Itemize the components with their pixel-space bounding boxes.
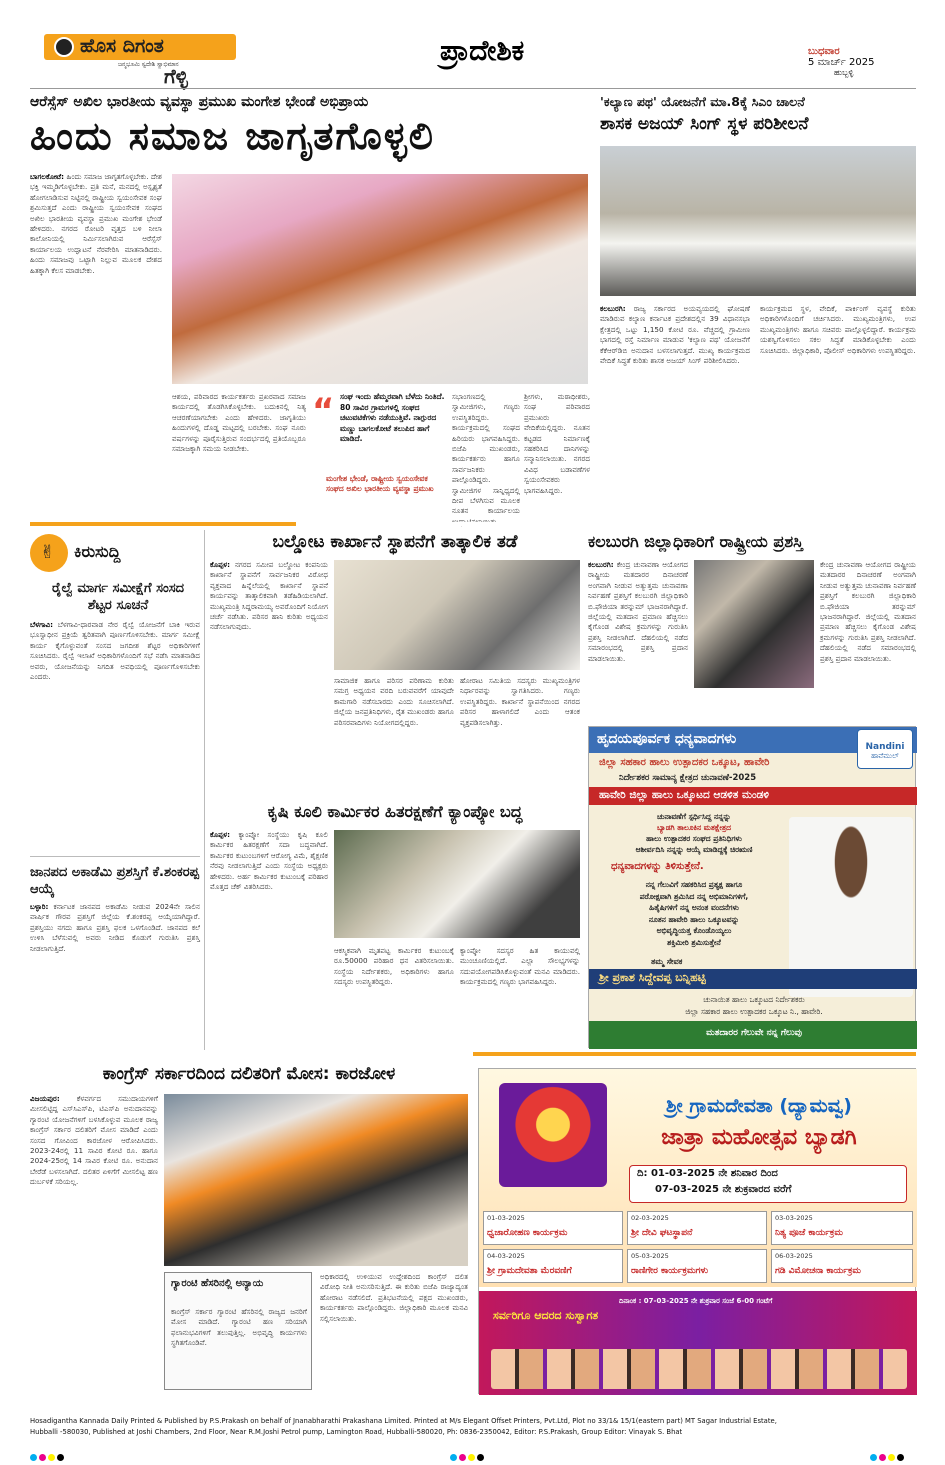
event-card: [627, 1211, 767, 1245]
story-campco: [210, 800, 580, 1048]
ad-line: ನನ್ನ ಗೆಲುವಿಗೆ ಸಹಕರಿಸಿದ ಪ್ರತ್ಯಕ್ಷ ಹಾಗೂ: [645, 880, 743, 889]
row-divider-1: [30, 522, 916, 526]
imprint-line2: Hubballi -580030, Published at Joshi Chambers, 2nd Floor, Near R.M.Joshi Petrol pump, Lamington Road, Hubballi-580020, Ph: 0836-2350042, Editor: P.S.Prakash, Group Editor: Vinayak S. Bhat: [30, 1428, 683, 1436]
story-rss-col2: ಆಶಯ, ಪರಿವಾರದ ಕಾರ್ಯಕರ್ತರು ಪ್ರಖರವಾದ ಸಮಾಜ ಕಾರ್ಯದಲ್ಲಿ ತೊಡಗಿಸಿಕೊಳ್ಳಬೇಕು. ಬದುಕಿನಲ್ಲಿ ನಿತ್ಯ ಆಚರಣೆಯಾಗಬೇಕು ಎಂದು ಹೇಳಿದರು. ಜಾಗೃತಿಯು ಹಿಂದುಗಳಲ್ಲಿ ದೊಡ್ಡ ಮಟ್ಟದಲ್ಲಿ ಬರಬೇಕು. ಸಂಘ ನೂರು ವರ್ಷಗಳನ್ನು ಪೂರೈಸುತ್ತಿರುವ ಸಂದರ್ಭದಲ್ಲಿ ಪ್ರತಿಯೊಬ್ಬರೂ ಸಮಾಜಕ್ಕಾಗಿ ಸಮಯ ನೀಡಬೇಕು.: [172, 392, 306, 454]
body-text: ಕೇಂದ್ರ ಚುನಾವಣಾ ಆಯೋಗದ ರಾಷ್ಟ್ರೀಯ ಮತದಾರರ ದಿನಾಚರಣೆ ಅಂಗವಾಗಿ ನೀಡುವ ಅತ್ಯುತ್ತಮ ಚುನಾವಣಾ ನಿರ್ವಹಣೆ ಪ್ರಶಸ್ತಿಗೆ ಕಲಬುರಗಿ ಜಿಲ್ಲಾಧಿಕಾರಿ ಬಿ.ಫೌಜಿಯಾ ತರನ್ನುಮ್ ಭಾಜನರಾಗಿದ್ದಾರೆ. ಜಿಲ್ಲೆಯಲ್ಲಿ ಮತದಾನ ಪ್ರಮಾಣ ಹೆಚ್ಚಿಸಲು ಕೈಗೊಂಡ ವಿಶೇಷ ಕ್ರಮಗಳನ್ನು ಗುರುತಿಸಿ ಪ್ರಶಸ್ತಿ ನೀಡಲಾಗಿದೆ. ದೆಹಲಿಯಲ್ಲಿ ನಡೆದ ಸಮಾರಂಭದಲ್ಲಿ ಪ್ರಶಸ್ತಿ ಪ್ರದಾನ ಮಾಡಲಾಯಿತು.: [588, 560, 688, 663]
ad-line: ಹಾಲು ಉತ್ಪಾದಕರ ಸಂಘದ ಪ್ರತಿನಿಧಿಗಳು: [646, 834, 742, 843]
ad-thanks-election: ನಿರ್ದೇಶಕರ ಸಾಮಾನ್ಯ ಕ್ಷೇತ್ರದ ಚುನಾವಣೆ-2025: [619, 773, 757, 783]
event-card: [483, 1211, 623, 1245]
edition-name: ಗೆಳ್ಳಿ: [164, 64, 188, 88]
logo-block: [44, 34, 244, 86]
body-text: ಕೆಳವರ್ಗದ ಸಮುದಾಯಗಳಿಗೆ ಮೀಸಲಿಟ್ಟಿದ್ದ ಎಸ್‌ಸಿಎಸ್‌ಪಿ, ಟಿಎಸ್‌ಪಿ ಅನುದಾನವನ್ನು ಗ್ಯಾರಂಟಿ ಯೋಜನೆಗಳಿಗೆ ಬಳಸಿಕೊಳ್ಳುವ ಮೂಲಕ ರಾಜ್ಯ ಕಾಂಗ್ರೆಸ್ ಸರ್ಕಾರ ದಲಿತರಿಗೆ ಮೋಸ ಮಾಡಿದೆ ಎಂದು ಸಂಸದ ಗೋವಿಂದ ಕಾರಜೋಳ ಆರೋಪಿಸಿದರು. 2023-24ರಲ್ಲಿ 11 ಸಾವಿರ ಕೋಟಿ ರೂ. ಹಾಗೂ 2024-25ರಲ್ಲಿ 14 ಸಾವಿರ ಕೋಟಿ ರೂ. ಅನುದಾನ ಬೇರೆಡೆ ಬಳಸಲಾಗಿದೆ. ದಲಿತರ ಏಳಿಗೆಗೆ ಮೀಸಲಿಟ್ಟ ಹಣ ದುರ್ಬಳಕೆ ಸರಿಯಲ್ಲ.: [30, 1094, 158, 1187]
logo-text: ಹೊಸ ದಿಗಂತ: [80, 35, 164, 57]
body-text: ನಗರದ ಸಮೀಪ ಬಲ್ಡೋಟ ಕಂಪನಿಯ ಕಾರ್ಖಾನೆ ಸ್ಥಾಪನೆಗೆ ಸಾರ್ವಜನಿಕರ ವಿರೋಧ ವ್ಯಕ್ತವಾದ ಹಿನ್ನೆಲೆಯಲ್ಲಿ ಕಾರ್ಖಾನೆ ಸ್ಥಾಪನೆ ಕಾರ್ಯವನ್ನು ತಾತ್ಕಾಲಿಕವಾಗಿ ತಡೆಹಿಡಿಯಲಾಗಿದೆ. ಮುಖ್ಯಮಂತ್ರಿ ಸಿದ್ದರಾಮಯ್ಯ ಅವರೊಂದಿಗೆ ನಿಯೋಗ ಚರ್ಚೆ ನಡೆಸಿತು. ಪರಿಸರ ಹಾನಿ ಕುರಿತು ಅಧ್ಯಯನ ನಡೆಸಲಾಗುವುದು.: [210, 560, 328, 632]
story-rss-col4: ಶ್ರೀಗಳು, ಮಠಾಧೀಶರು, ಸಂಘ ಪರಿವಾರದ ಪ್ರಮುಖರು ವೇದಿಕೆಯಲ್ಲಿದ್ದರು. ನೂತನ ಕಟ್ಟಡದ ನಿರ್ಮಾಣಕ್ಕೆ ಸಹಕರಿಸಿದ ದಾನಿಗಳನ್ನು ಸನ್ಮಾನಿಸಲಾಯಿತು. ನಗರದ ವಿವಿಧ ಬಡಾವಣೆಗಳ ಸ್ವಯಂಸೇವಕರು ಭಾಗವಹಿಸಿದ್ದರು.: [524, 392, 590, 495]
kirusuddi-item2-headline: ಜಾನಪದ ಅಕಾಡೆಮಿ ಪ್ರಶಸ್ತಿಗೆ ಕೆ.ಶಂಕರಪ್ಪ ಆಯ್ಕೆ: [30, 865, 199, 897]
section-title: ಪ್ರಾದೇಶಿಕ: [440, 34, 525, 67]
masthead-rule: [30, 88, 916, 89]
story-kp-col2: ಕಾರ್ಯಕ್ರಮದ ಸ್ಥಳ, ವೇದಿಕೆ, ಪಾರ್ಕಿಂಗ್ ವ್ಯವಸ್ಥೆ ಕುರಿತು ಅಧಿಕಾರಿಗಳೊಂದಿಗೆ ಚರ್ಚಿಸಿದರು. ಮುಖ್ಯಮಂತ್ರಿಗಳು, ಉಪ ಮುಖ್ಯಮಂತ್ರಿಗಳು ಹಾಗೂ ಸಚಿವರು ಪಾಲ್ಗೊಳ್ಳಲಿದ್ದಾರೆ. ಕಾರ್ಯಕ್ರಮ ಯಶಸ್ವಿಗೊಳಿಸಲು ಸಕಲ ಸಿದ್ಧತೆ ಮಾಡಿಕೊಳ್ಳಬೇಕು ಎಂದು ಸೂಚಿಸಿದರು. ಜಿಲ್ಲಾಧಿಕಾರಿ, ಪೊಲೀಸ್ ಅಧಿಕಾರಿಗಳು ಉಪಸ್ಥಿತರಿದ್ದರು.: [760, 304, 916, 355]
ad-jatra: [478, 1068, 916, 1394]
ad-line: ಬ್ಯಾಡಗಿ ತಾಲೂಕಿನ ಮತಕ್ಷೇತ್ರದ: [656, 823, 732, 832]
event-card: [627, 1249, 767, 1283]
event-title: ನಿತ್ಯ ಪೂಜೆ ಕಾರ್ಯಕ್ರಮ: [775, 1228, 843, 1238]
ad-thanks-thanks: ಧನ್ಯವಾದಗಳನ್ನು ತಿಳಿಸುತ್ತೇನೆ.: [611, 861, 704, 872]
delegation-meeting-photo: [334, 560, 580, 670]
weekday: ಬುಧವಾರ: [808, 46, 840, 57]
story-baldota-headline: ಬಲ್ಡೋಟ ಕಾರ್ಖಾನೆ ಸ್ಥಾಪನೆಗೆ ತಾತ್ಕಾಲಿಕ ತಡೆ: [272, 532, 518, 552]
pull-quote: [312, 392, 446, 512]
quote-text: ಸಂಘ ಇಂದು ಹೆಮ್ಮರವಾಗಿ ಬೆಳೆದು ನಿಂತಿದೆ. 80 ಸಾವಿರ ಗ್ರಾಮಗಳಲ್ಲಿ ಸಂಘದ ಚಟುವಟಿಕೆಗಳು ನಡೆಯುತ್ತಿವೆ. ನಾಗ್ಪುರದ ಮಣ್ಣು ಬಾಗಲಕೋಟೆ ತಲುಪಿದ ಹಾಗೆ ಮಾಡಿದೆ.: [340, 392, 445, 443]
story-dc-award: [588, 530, 916, 720]
imprint: [30, 1416, 920, 1438]
event-title: ರಾಣಿಗೇರ ಕಾರ್ಯಕ್ರಮಗಳು: [631, 1266, 709, 1276]
event-title: ಶ್ರೀ ಗ್ರಾಮದೇವತಾ ಮೆರವಣಿಗೆ: [487, 1266, 572, 1276]
mla-inspection-photo: [600, 146, 916, 296]
cmyk-marks-center: [450, 1446, 486, 1465]
date: 5 ಮಾರ್ಚ್ 2025: [808, 57, 875, 68]
story-baldota: [210, 530, 580, 795]
edition-city: ಹುಬ್ಬಳ್ಳಿ: [834, 68, 854, 77]
body-text: ಹಿಂದು ಸಮಾಜ ಜಾಗೃತಗೊಳ್ಳಬೇಕು. ದೇಶ ಭಕ್ತಿ ಇಮ್ಮಡಿಗೊಳ್ಳಬೇಕು. ಪ್ರತಿ ಮನೆ, ಮನದಲ್ಲಿ ಅಸ್ಪೃಶ್ಯತೆ ಹೋಗಲಾಡಿಸುವ ನಿಟ್ಟಿನಲ್ಲಿ ರಾಷ್ಟ್ರೀಯ ಸ್ವಯಂಸೇವಕ ಸಂಘ ಶ್ರಮಿಸುತ್ತದೆ ಎಂದು ರಾಷ್ಟ್ರೀಯ ಸ್ವಯಂಸೇವಕ ಸಂಘದ ಅಖಿಲ ಭಾರತೀಯ ವ್ಯವಸ್ಥಾ ಪ್ರಮುಖ ಮಂಗೇಶ ಭೇಂಡೆ ಹೇಳಿದರು. ನಗರದ ರೋಟರಿ ವೃತ್ತದ ಬಳಿ ನೀಲಾ ಕಾಲೋನಿಯಲ್ಲಿ ನಿರ್ಮಿಸಲಾಗಿರುವ ಆರೆಸ್ಸೆಸ್ ಕಾರ್ಯಾಲಯ ಉದ್ಘಾಟನೆ ನೆರವೇರಿಸಿ ಮಾತನಾಡಿದರು. ಹಿಂದು ಸಮಾಜವು ಒಟ್ಟಾಗಿ ನಿಲ್ಲುವ ಮೂಲಕ ದೇಶದ ಹಿತಕ್ಕಾಗಿ ಕೆಲಸ ಮಾಡಬೇಕು.: [30, 172, 162, 275]
award-ceremony-photo: [694, 560, 814, 688]
ad-line: ನೂತನ ಹಾವೇರಿ ಹಾಲು ಒಕ್ಕೂಟವನ್ನು: [648, 914, 740, 924]
ad-thanks-lines: [599, 811, 789, 855]
ad-thanks-board: ಹಾವೇರಿ ಜಿಲ್ಲಾ ಹಾಲು ಒಕ್ಕೂಟದ ಆಡಳಿತ ಮಂಡಳಿ: [599, 789, 770, 801]
ad-thanks-banner-text: ಹೃದಯಪೂರ್ವಕ ಧನ್ಯವಾದಗಳು: [597, 731, 737, 747]
story-karajola-headline: ಕಾಂಗ್ರೆಸ್ ಸರ್ಕಾರದಿಂದ ದಲಿತರಿಗೆ ಮೋಸ: ಕಾರಜೋಳ: [102, 1064, 396, 1084]
story-baldota-col3: ಹೋರಾಟ ಸಮಿತಿಯ ಸದಸ್ಯರು ಮುಖ್ಯಮಂತ್ರಿಗಳ ನಿರ್ಧಾರವನ್ನು ಸ್ವಾಗತಿಸಿದರು. ಗಣ್ಯರು ಉಪಸ್ಥಿತರಿದ್ದರು. ಕಾರ್ಖಾನೆ ಸ್ಥಾಪನೆಯಿಂದ ನಗರದ ಪರಿಸರ ಹಾಳಾಗಲಿದೆ ಎಂದು ಆತಂಕ ವ್ಯಕ್ತಪಡಿಸಲಾಗಿತ್ತು.: [460, 676, 580, 727]
dateline: ಕಲಬುರಗಿ:: [600, 304, 626, 313]
story-campco-col1: [210, 830, 328, 1044]
ad-jatra-title1: ಶ್ರೀ ಗ್ರಾಮದೇವತಾ (ದ್ಯಾಮವ್ವ): [666, 1095, 852, 1117]
ad-thanks-name: ಶ್ರೀ ಪ್ರಕಾಶ ಸಿದ್ದೇವಪ್ಪ ಬನ್ನಿಹಟ್ಟಿ: [599, 971, 706, 984]
ad-line: ಪರೋಕ್ಷವಾಗಿ ಶ್ರಮಿಸಿದ ನನ್ನ ಅಭಿಮಾನಿಗಳಿಗೆ,: [639, 891, 749, 901]
kirusuddi-label: ಕಿರುಸುದ್ದಿ: [74, 542, 121, 561]
story-kp-col1: [600, 304, 750, 514]
ad-thanks-yours: ತಮ್ಮ ಸೇವಕ: [651, 957, 683, 966]
story-baldota-col2: ಸಾಮಾಜಿಕ ಹಾಗೂ ಪರಿಸರ ಪರಿಣಾಮ ಕುರಿತು ಸಮಗ್ರ ಅಧ್ಯಯನ ವರದಿ ಬರುವವರೆಗೆ ಯಾವುದೇ ಕಾಮಗಾರಿ ನಡೆಸಬಾರದು ಎಂದು ಸೂಚಿಸಲಾಗಿದೆ. ಜಿಲ್ಲೆಯ ಜನಪ್ರತಿನಿಧಿಗಳು, ರೈತ ಮುಖಂಡರು ಹಾಗೂ ಪರಿಸರವಾದಿಗಳು ನಿಯೋಗದಲ್ಲಿದ್ದರು.: [334, 676, 454, 727]
ad-thanks-org: ಜಿಲ್ಲಾ ಸಹಕಾರ ಹಾಲು ಉತ್ಪಾದಕರ ಒಕ್ಕೂಟ, ಹಾವೇರಿ: [599, 757, 770, 768]
dateline: ಬೆಳಗಾವಿ:: [30, 620, 54, 629]
nandini-brand: Nandini: [865, 742, 905, 752]
cheque-handover-photo: [334, 830, 580, 938]
event-card: [771, 1211, 913, 1245]
story-rss: [30, 92, 590, 517]
ad-jatra-bottom-date: ದಿನಾಂಕ : 07-03-2025 ನೇ ಶುಕ್ರವಾರ ಸಂಜೆ 6-00 ಗಂಟೆಗೆ: [619, 1297, 773, 1305]
story-kalyana-patha: [600, 92, 916, 517]
body-text: ಬೆಳಗಾವಿ-ಧಾರವಾಡ ನೇರ ರೈಲ್ವೆ ಯೋಜನೆಗೆ ಬಾಕಿ ಇರುವ ಭೂಸ್ವಾಧೀನ ಪ್ರಕ್ರಿಯೆ ತ್ವರಿತವಾಗಿ ಪೂರ್ಣಗೊಳಿಸಬೇಕು. ಮಾರ್ಗ ಸಮೀಕ್ಷೆ ಕಾರ್ಯ ಕೈಗೊಳ್ಳುವಂತೆ ಸಂಸದ ಜಗದೀಶ ಶೆಟ್ಟರ ಅಧಿಕಾರಿಗಳಿಗೆ ಸೂಚಿಸಿದರು. ರೈಲ್ವೆ ಇಲಾಖೆ ಅಧಿಕಾರಿಗಳೊಂದಿಗೆ ಸಭೆ ನಡೆಸಿ ಮಾತನಾಡಿದ ಅವರು, ಯೋಜನೆಯನ್ನು ನಿಗದಿತ ಅವಧಿಯಲ್ಲಿ ಪೂರ್ಣಗೊಳಿಸಬೇಕು ಎಂದರು.: [30, 620, 200, 682]
event-date: 01-03-2025: [487, 1214, 525, 1222]
event-date: 03-03-2025: [775, 1214, 813, 1222]
goddess-idol-image: [499, 1083, 607, 1187]
masthead: [0, 0, 945, 90]
kirusuddi-item2-text: [30, 902, 200, 1042]
ad-line: ಆಶೀರ್ವದಿಸಿ ನನ್ನನ್ನು ಆಯ್ಕೆ ಮಾಡಿದ್ದಕ್ಕೆ ಚಿರಋಣಿ: [635, 845, 753, 854]
date-block: [808, 46, 918, 78]
story-kp-headline: ಶಾಸಕ ಅಜಯ್ ಸಿಂಗ್ ಸ್ಥಳ ಪರಿಶೀಲನೆ: [600, 114, 809, 134]
ad-jatra-title2: ಜಾತ್ರಾ ಮಹೋತ್ಸವ ಬ್ಯಾಡಗಿ: [661, 1125, 857, 1150]
quote-icon: “: [312, 391, 335, 431]
dateline: ವಿಜಯಪುರ:: [30, 1094, 60, 1103]
nandini-logo: [857, 729, 913, 769]
story-campco-col3: ಕ್ಯಾಂಪ್ಕೋ ಸದಸ್ಯರ ಹಿತ ಕಾಯುವಲ್ಲಿ ಮುಂಚೂಣಿಯಲ್ಲಿದೆ. ಎಲ್ಲಾ ಸೌಲಭ್ಯಗಳನ್ನು ಸದುಪಯೋಗಪಡಿಸಿಕೊಳ್ಳುವಂತೆ ಮನವಿ ಮಾಡಿದರು. ಕಾರ್ಯಕ್ರಮದಲ್ಲಿ ಗಣ್ಯರು ಭಾಗವಹಿಸಿದ್ದರು.: [460, 946, 580, 987]
event-card: [483, 1249, 623, 1283]
story-dc-award-col1: [588, 560, 688, 718]
imprint-line1: Hosadigantha Kannada Daily Printed & Published by P.S.Prakash on behalf of Jnanabharathi Prakashana Limited. Printed at M/s Elegant Offset Printers, Pvt.Ltd, Plot no 33/1& 15/1(eastern part) MT Sagar Industrial Estate,: [30, 1417, 777, 1425]
ad-thanks-footer: ಮತದಾರರ ಗೆಲುವೇ ನನ್ನ ಗೆಲುವು: [706, 1028, 802, 1038]
story-karajola-col1: [30, 1094, 158, 1390]
dateline: ಬಳ್ಳಾರಿ:: [30, 902, 49, 911]
guarantee-box-headline: ಗ್ಯಾರಂಟಿ ಹೆಸರಿನಲ್ಲಿ ಅನ್ಯಾಯ: [171, 1278, 264, 1289]
ad-line: ಹಿತೈಷಿಗಳಿಗೆ ನನ್ನ ಅನಂತ ವಂದನೆಗಳು: [649, 903, 739, 912]
dateline: ಕಲಬುರಗಿ:: [588, 560, 614, 569]
story-rss-col3: ಸಭಾಂಗಣದಲ್ಲಿ ಸ್ವಾಮೀಜಿಗಳು, ಗಣ್ಯರು ಉಪಸ್ಥಿತರಿದ್ದರು. ಕಾರ್ಯಕ್ರಮದಲ್ಲಿ ಸಂಘದ ಹಿರಿಯರು ಭಾಗವಹಿಸಿದ್ದರು. ಬಿಜೆಪಿ ಮುಖಂಡರು, ಕಾರ್ಯಕರ್ತರು ಹಾಗೂ ಸಾರ್ವಜನಿಕರು ಪಾಲ್ಗೊಂಡಿದ್ದರು. ಸ್ವಾಮೀಜಿಗಳ ಸಾನ್ನಿಧ್ಯದಲ್ಲಿ ದೀಪ ಬೆಳಗಿಸುವ ಮೂಲಕ ನೂತನ ಕಾರ್ಯಾಲಯ: [452, 392, 520, 516]
dateline: ಕೊಪ್ಪಳ:: [210, 560, 231, 569]
story-baldota-col1: [210, 560, 328, 792]
ad-jatra-welcome: ಸರ್ವರಿಗೂ ಆದರದ ಸುಸ್ವಾಗತ: [493, 1309, 599, 1322]
event-title: ಧ್ವಜಾರೋಹಣ ಕಾರ್ಯಕ್ರಮ: [487, 1228, 568, 1238]
story-karajola-col3: ಅಧಿಕಾರದಲ್ಲಿ ಉಳಿಯುವ ಉದ್ದೇಶದಿಂದ ಕಾಂಗ್ರೆಸ್ ದಲಿತ ವಿರೋಧಿ ನೀತಿ ಅನುಸರಿಸುತ್ತಿದೆ. ಈ ಕುರಿತು ಬಿಜೆಪಿ ರಾಜ್ಯಾದ್ಯಂತ ಹೋರಾಟ ನಡೆಸಲಿದೆ. ಪ್ರತಿಭಟನೆಯಲ್ಲಿ ಪಕ್ಷದ ಮುಖಂಡರು, ಕಾರ್ಯಕರ್ತರು ಪಾಲ್ಗೊಂಡಿದ್ದರು. ಜಿಲ್ಲಾಧಿಕಾರಿ ಮೂಲಕ ಮನವಿ ಸಲ್ಲಿಸಲಾಯಿತು.: [320, 1272, 468, 1323]
logo-emblem-icon: [54, 37, 74, 57]
story-rss-col1: [30, 172, 162, 512]
story-dc-award-col2: ಕೇಂದ್ರ ಚುನಾವಣಾ ಆಯೋಗದ ರಾಷ್ಟ್ರೀಯ ಮತದಾರರ ದಿನಾಚರಣೆ ಅಂಗವಾಗಿ ನೀಡುವ ಅತ್ಯುತ್ತಮ ಚುನಾವಣಾ ನಿರ್ವಹಣೆ ಪ್ರಶಸ್ತಿಗೆ ಕಲಬುರಗಿ ಜಿಲ್ಲಾಧಿಕಾರಿ ಬಿ.ಫೌಜಿಯಾ ತರನ್ನುಮ್ ಭಾಜನರಾಗಿದ್ದಾರೆ. ಜಿಲ್ಲೆಯಲ್ಲಿ ಮತದಾನ ಪ್ರಮಾಣ ಹೆಚ್ಚಿಸಲು ಕೈಗೊಂಡ ವಿಶೇಷ ಕ್ರಮಗಳನ್ನು ಗುರುತಿಸಿ ಪ್ರಶಸ್ತಿ ನೀಡಲಾಗಿದೆ. ದೆಹಲಿಯಲ್ಲಿ ನಡೆದ ಸಮಾರಂಭದಲ್ಲಿ ಪ್ರಶಸ್ತಿ ಪ್ರದಾನ ಮಾಡಲಾಯಿತು.: [820, 560, 916, 663]
body-text: ರಾಜ್ಯ ಸರ್ಕಾರದ ಅಯವ್ಯಯದಲ್ಲಿ ಘೋಷಣೆ ಮಾಡಿರುವ ಕಲ್ಯಾಣ ಕರ್ನಾಟಕ ಪ್ರದೇಶದಲ್ಲಿನ 39 ವಿಧಾನಸಭಾ ಕ್ಷೇತ್ರದಲ್ಲಿ ಒಟ್ಟು 1,150 ಕೋಟಿ ರೂ. ವೆಚ್ಚದಲ್ಲಿ ಗ್ರಾಮೀಣ ಭಾಗದಲ್ಲಿ ರಸ್ತೆ ನಿರ್ಮಾಣ ಮಾಡುವ 'ಕಲ್ಯಾಣ ಪಥ' ಯೋಜನೆಗೆ ಕೆಕೆಆರ್‌ಡಿಬಿ ಅನುದಾನ ಬಳಸಲಾಗುತ್ತದೆ. ಮುಖ್ಯ ಕಾರ್ಯಕ್ರಮದ ವೇದಿಕೆ ಸಿದ್ಧತೆ ಕುರಿತು ಶಾಸಕ ಅಜಯ್ ಸಿಂಗ್ ಪರಿಶೀಲಿಸಿದರು.: [600, 304, 750, 366]
kirusuddi-divider: [30, 856, 200, 857]
quote-author: ಮಂಗೇಶ ಭೇಂಡೆ, ರಾಷ್ಟ್ರೀಯ ಸ್ವಯಂಸೇವಕ ಸಂಘದ ಅಖಿಲ ಭಾರತೀಯ ವ್ಯವಸ್ಥಾ ಪ್ರಮುಖ: [326, 474, 434, 493]
event-date: 02-03-2025: [631, 1214, 669, 1222]
logo-tagline: ಜನ್ಮಭೂಮಿ ಸ್ವದೇಶಿ ಸ್ವಾಭಿಮಾನ: [118, 61, 179, 68]
body-text: ಕ್ಯಾಂಪ್ಕೋ ಸಂಸ್ಥೆಯು ಕೃಷಿ ಕೂಲಿ ಕಾರ್ಮಿಕರ ಹಿತರಕ್ಷಣೆಗೆ ಸದಾ ಬದ್ಧವಾಗಿದೆ. ಕಾರ್ಮಿಕರ ಕುಟುಂಬಗಳಿಗೆ ಆರೋಗ್ಯ ವಿಮೆ, ಶೈಕ್ಷಣಿಕ ನೆರವು ನೀಡಲಾಗುತ್ತಿದೆ ಎಂದು ಸಂಸ್ಥೆಯ ಅಧ್ಯಕ್ಷರು ಹೇಳಿದರು. ಅರ್ಹ ಕಾರ್ಮಿಕರ ಕುಟುಂಬಕ್ಕೆ ಪರಿಹಾರ ಮೊತ್ತದ ಚೆಕ್ ವಿತರಿಸಿದರು.: [210, 830, 328, 892]
event-title: ಶ್ರೀ ದೇವಿ ಘಟಸ್ಥಾಪನೆ: [631, 1228, 693, 1238]
body-text: ಕರ್ನಾಟಕ ಜಾನಪದ ಅಕಾಡೆಮಿ ನೀಡುವ 2024ನೇ ಸಾಲಿನ ವಾರ್ಷಿಕ ಗೌರವ ಪ್ರಶಸ್ತಿಗೆ ಜಿಲ್ಲೆಯ ಕೆ.ಶಂಕರಪ್ಪ ಆಯ್ಕೆಯಾಗಿದ್ದಾರೆ. ಪ್ರಶಸ್ತಿಯು ನಗದು ಹಾಗೂ ಪ್ರಶಸ್ತಿ ಫಲಕ ಒಳಗೊಂಡಿದೆ. ಜಾನಪದ ಕಲೆ ಉಳಿಸಿ ಬೆಳೆಸುವಲ್ಲಿ ಅವರು ನೀಡಿದ ಕೊಡುಗೆ ಗುರುತಿಸಿ ಪ್ರಶಸ್ತಿ ನೀಡಲಾಗುತ್ತಿದೆ.: [30, 902, 200, 953]
ad-thanks: [588, 726, 916, 1048]
row-divider-2: [30, 1052, 916, 1056]
dateline: ಕೊಪ್ಪಳ:: [210, 830, 231, 839]
cmyk-marks-left: [30, 1446, 66, 1465]
guarantee-box-text: ಕಾಂಗ್ರೆಸ್ ಸರ್ಕಾರ ಗ್ಯಾರಂಟಿ ಹೆಸರಿನಲ್ಲಿ ರಾಜ್ಯದ ಜನರಿಗೆ ಮೋಸ ಮಾಡಿದೆ. ಗ್ಯಾರಂಟಿ ಹಣ ಸರಿಯಾಗಿ ಫಲಾನುಭವಿಗಳಿಗೆ ತಲುಪುತ್ತಿಲ್ಲ. ಅಭಿವೃದ್ಧಿ ಕಾರ್ಯಗಳು ಸ್ಥಗಿತಗೊಂಡಿವೆ.: [171, 1307, 307, 1348]
artist-photos-row: [491, 1349, 907, 1389]
protest-photo: [164, 1094, 468, 1266]
event-card: [771, 1249, 913, 1283]
column-rule: [204, 530, 205, 1050]
ad-thanks-lines2: [599, 879, 789, 948]
ad-jatra-date2: 07-03-2025 ನೇ ಶುಕ್ರವಾರದ ವರೆಗೆ: [655, 1184, 792, 1195]
story-rss-kicker: ಆರೆಸ್ಸೆಸ್ ಅಖಿಲ ಭಾರತೀಯ ವ್ಯವಸ್ಥಾ ಪ್ರಮುಖ ಮಂಗೇಶ ಭೇಂಡೆ ಅಭಿಪ್ರಾಯ: [30, 94, 369, 110]
story-campco-col2: ಆಕಸ್ಮಿಕವಾಗಿ ಮೃತಪಟ್ಟ ಕಾರ್ಮಿಕರ ಕುಟುಂಬಕ್ಕೆ ರೂ.50000 ಪರಿಹಾರ ಧನ ವಿತರಿಸಲಾಯಿತು. ಸಂಸ್ಥೆಯ ನಿರ್ದೇಶಕರು, ಅಧಿಕಾರಿಗಳು ಹಾಗೂ ಸದಸ್ಯರು ಉಪಸ್ಥಿತರಿದ್ದರು.: [334, 946, 454, 987]
event-date: 06-03-2025: [775, 1252, 813, 1260]
event-title: ಗಡಿ ವಿಮೋಚನಾ ಕಾರ್ಯಕ್ರಮ: [775, 1266, 861, 1276]
ad-line: ಶಕ್ತಿಮೀರಿ ಶ್ರಮಿಸುತ್ತೇನೆ: [667, 937, 721, 947]
kirusuddi-column: [30, 530, 200, 1050]
rss-event-photo: [172, 174, 588, 384]
story-dc-award-headline: ಕಲಬುರಗಿ ಜಿಲ್ಲಾಧಿಕಾರಿಗೆ ರಾಷ್ಟ್ರೀಯ ಪ್ರಶಸ್ತಿ: [588, 532, 803, 551]
dateline: ಬಾಗಲಕೋಟೆ:: [30, 172, 65, 181]
story-campco-headline: ಕೃಷಿ ಕೂಲಿ ಕಾರ್ಮಿಕರ ಹಿತರಕ್ಷಣೆಗೆ ಕ್ಯಾಂಪ್ಕೋ ಬದ್ಧ: [267, 802, 523, 821]
story-rss-headline: ಹಿಂದು ಸಮಾಜ ಜಾಗೃತಗೊಳ್ಳಲಿ: [30, 114, 435, 158]
registration-marks: [30, 1446, 916, 1456]
ad-line: ಅಭಿವೃದ್ಧಿಯತ್ತ ಕೊಂಡೊಯ್ಯಲು: [656, 926, 732, 935]
cmyk-marks-right: [870, 1446, 906, 1465]
event-date: 05-03-2025: [631, 1252, 669, 1260]
guarantee-box: [164, 1272, 312, 1390]
ad-jatra-date1: ದಿ: 01-03-2025 ನೇ ಶನಿವಾರ ದಿಂದ: [637, 1168, 778, 1179]
ad-line: ಚುನಾವಣೆಗೆ ಸ್ಪರ್ಧಿಸಿದ್ದ ನನ್ನನ್ನು: [657, 812, 731, 821]
event-date: 04-03-2025: [487, 1252, 525, 1260]
ad-thanks-role: ಚುನಾಯಿತ ಹಾಲು ಒಕ್ಕೂಟದ ನಿರ್ದೇಶಕರು: [703, 995, 805, 1004]
hand-icon: ✌: [40, 542, 56, 563]
story-kp-kicker: 'ಕಲ್ಯಾಣ ಪಥ' ಯೋಜನೆಗೆ ಮಾ.8ಕ್ಕೆ ಸಿಎಂ ಚಾಲನೆ: [600, 94, 805, 109]
ad-thanks-role2: ಜಿಲ್ಲಾ ಸಹಕಾರ ಹಾಲು ಉತ್ಪಾದಕರ ಒಕ್ಕೂಟ ನಿ., ಹಾವೇರಿ.: [685, 1007, 823, 1016]
story-karajola: [30, 1062, 468, 1392]
kirusuddi-item1-text: [30, 620, 200, 850]
nandini-sub: ಹಾವೆಮುಲ್: [871, 752, 899, 760]
kirusuddi-item1-headline: ರೈಲ್ವೆ ಮಾರ್ಗ ಸಮೀಕ್ಷೆಗೆ ಸಂಸದ ಶೆಟ್ಟರ ಸೂಚನೆ: [51, 581, 185, 613]
